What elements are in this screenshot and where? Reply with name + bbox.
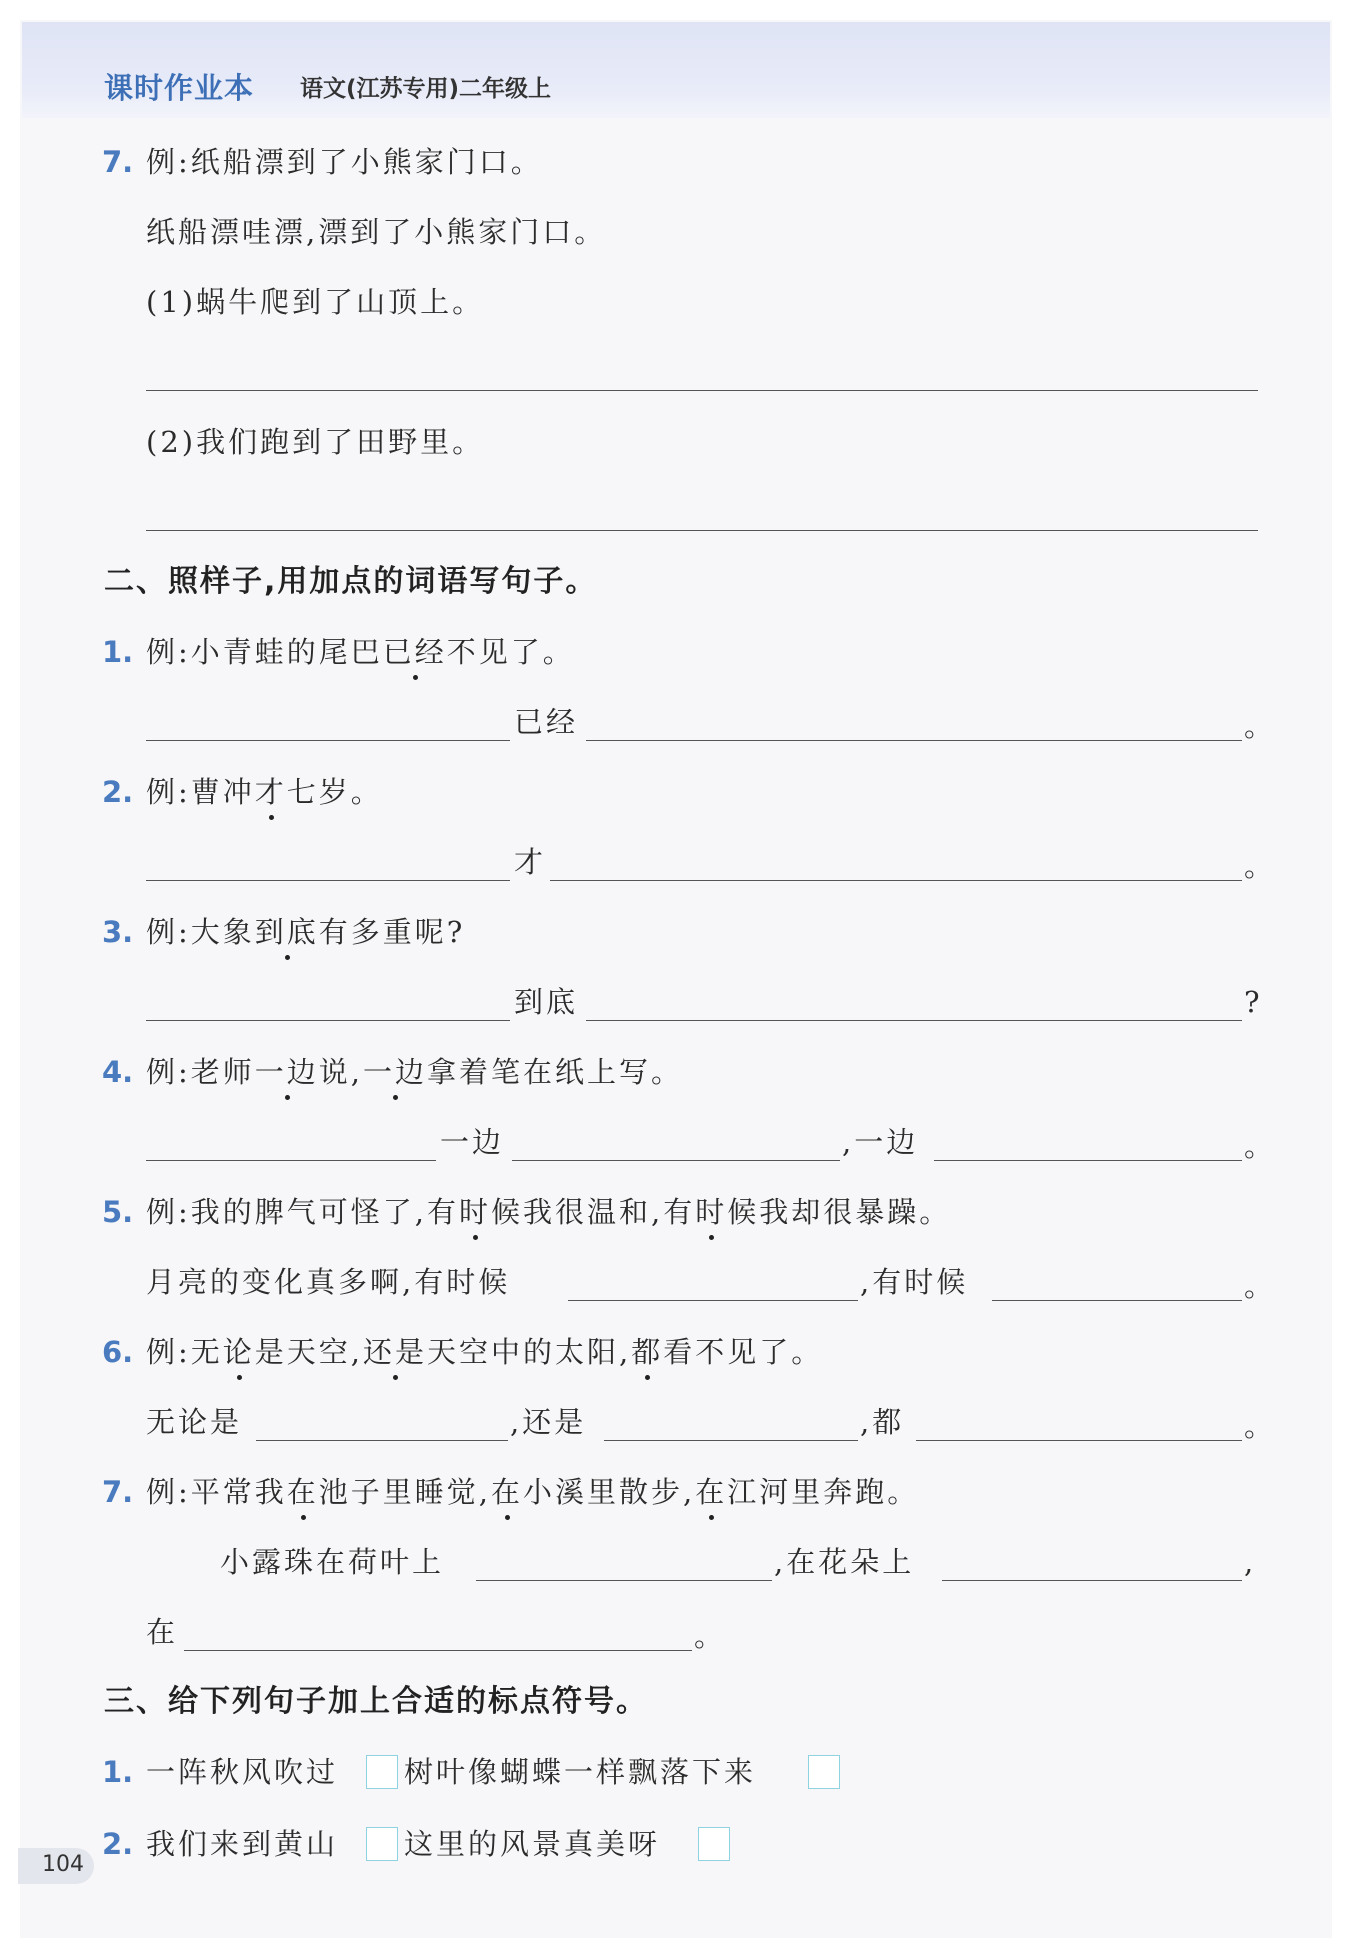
question-number: 2.	[102, 775, 134, 809]
example-sentence: 例:纸船漂到了小熊家门口。	[146, 145, 543, 179]
keyword: 到底	[514, 985, 579, 1019]
keyword: 一边	[440, 1125, 505, 1159]
end-punct: 。	[1244, 1269, 1277, 1303]
prompt-text: 无论是	[146, 1405, 243, 1439]
answer-line[interactable]	[942, 1580, 1242, 1581]
answer-line[interactable]	[476, 1580, 772, 1581]
dotted-word: 一边	[363, 1052, 427, 1092]
question-number: 7.	[102, 145, 134, 179]
section-2-title: 二、照样子,用加点的词语写句子。	[104, 564, 598, 599]
page-number-tab	[18, 1848, 94, 1884]
question-number: 7.	[102, 1475, 134, 1509]
answer-line[interactable]	[568, 1300, 858, 1301]
answer-line[interactable]	[256, 1440, 508, 1441]
answer-line[interactable]	[934, 1160, 1242, 1161]
example-sentence: 例:我的脾气可怪了,有时候我很温和,有时候我却很暴躁。	[146, 1192, 951, 1232]
dotted-word: 有时候	[427, 1192, 523, 1232]
example-sentence: 例:曹冲才七岁。	[146, 772, 383, 812]
dotted-word: 在	[287, 1472, 319, 1512]
dotted-word: 在	[491, 1472, 523, 1512]
answer-line[interactable]	[586, 740, 1242, 741]
punctuation-box[interactable]	[366, 1827, 398, 1861]
dotted-word: 还是	[363, 1332, 427, 1372]
prompt-text: 在	[146, 1615, 179, 1649]
end-punct: ?	[1244, 985, 1263, 1019]
answer-line[interactable]	[184, 1650, 692, 1651]
example-sentence: 例:无论是天空,还是天空中的太阳,都看不见了。	[146, 1332, 823, 1372]
example-sentence: 例:大象到底有多重呢?	[146, 912, 465, 952]
end-punct: 。	[1244, 1129, 1277, 1163]
answer-line[interactable]	[146, 1020, 510, 1021]
answer-line[interactable]	[146, 1160, 436, 1161]
book-title: 课时作业本	[104, 71, 255, 105]
answer-line[interactable]	[146, 530, 1258, 531]
dotted-word: 一边	[255, 1052, 319, 1092]
keyword: 已经	[514, 705, 579, 739]
dotted-word: 无论是	[191, 1332, 287, 1372]
question-number: 1.	[102, 635, 134, 669]
question-number: 6.	[102, 1335, 134, 1369]
question-number: 3.	[102, 915, 134, 949]
end-punct: 。	[694, 1619, 727, 1653]
keyword: ,在花朵上	[774, 1545, 915, 1579]
answer-line[interactable]	[146, 390, 1258, 391]
end-punct: 。	[1244, 709, 1277, 743]
subquestion-1: (1)蜗牛爬到了山顶上。	[146, 285, 485, 319]
example-sentence: 例:老师一边说,一边拿着笔在纸上写。	[146, 1052, 683, 1092]
answer-line[interactable]	[604, 1440, 858, 1441]
section-3-title: 三、给下列句子加上合适的标点符号。	[104, 1684, 648, 1719]
comma-punct: ,	[1244, 1545, 1257, 1579]
sentence-part: 这里的风景真美呀	[404, 1827, 661, 1861]
dotted-word: 已经	[383, 632, 447, 672]
book-subtitle: 语文(江苏专用)二年级上	[300, 76, 552, 102]
answer-line[interactable]	[146, 740, 510, 741]
dotted-word: 到底	[255, 912, 319, 952]
end-punct: 。	[1244, 849, 1277, 883]
punctuation-box[interactable]	[808, 1755, 840, 1789]
question-number: 1.	[102, 1755, 134, 1789]
keyword: ,还是	[510, 1405, 587, 1439]
question-number: 5.	[102, 1195, 134, 1229]
dotted-word: 都	[631, 1332, 663, 1372]
question-number: 4.	[102, 1055, 134, 1089]
keyword: ,有时候	[860, 1265, 969, 1299]
answer-line[interactable]	[550, 880, 1242, 881]
end-punct: 。	[1244, 1409, 1277, 1443]
punctuation-box[interactable]	[698, 1827, 730, 1861]
prompt-text: 小露珠在荷叶上	[220, 1545, 445, 1579]
subquestion-2: (2)我们跑到了田野里。	[146, 425, 485, 459]
keyword: ,一边	[842, 1125, 919, 1159]
dotted-word: 才	[255, 772, 287, 812]
answer-line[interactable]	[916, 1440, 1242, 1441]
keyword: 才	[514, 845, 547, 879]
sentence-part: 树叶像蝴蝶一样飘落下来	[404, 1755, 757, 1789]
answer-line[interactable]	[146, 880, 510, 881]
punctuation-box[interactable]	[366, 1755, 398, 1789]
answer-line[interactable]	[992, 1300, 1242, 1301]
page-number: 104	[42, 1852, 84, 1877]
sentence-part: 我们来到黄山	[146, 1827, 339, 1861]
keyword: ,都	[860, 1405, 905, 1439]
answer-line[interactable]	[512, 1160, 840, 1161]
dotted-word: 在	[695, 1472, 727, 1512]
prompt-text: 月亮的变化真多啊,有时候	[146, 1265, 511, 1299]
answer-line[interactable]	[586, 1020, 1242, 1021]
example-sentence: 例:小青蛙的尾巴已经不见了。	[146, 632, 575, 672]
dotted-word: 有时候	[663, 1192, 759, 1232]
example-sentence: 例:平常我在池子里睡觉,在小溪里散步,在江河里奔跑。	[146, 1472, 919, 1512]
sentence-part: 一阵秋风吹过	[146, 1755, 339, 1789]
example-answer: 纸船漂哇漂,漂到了小熊家门口。	[146, 215, 607, 249]
question-number: 2.	[102, 1827, 134, 1861]
